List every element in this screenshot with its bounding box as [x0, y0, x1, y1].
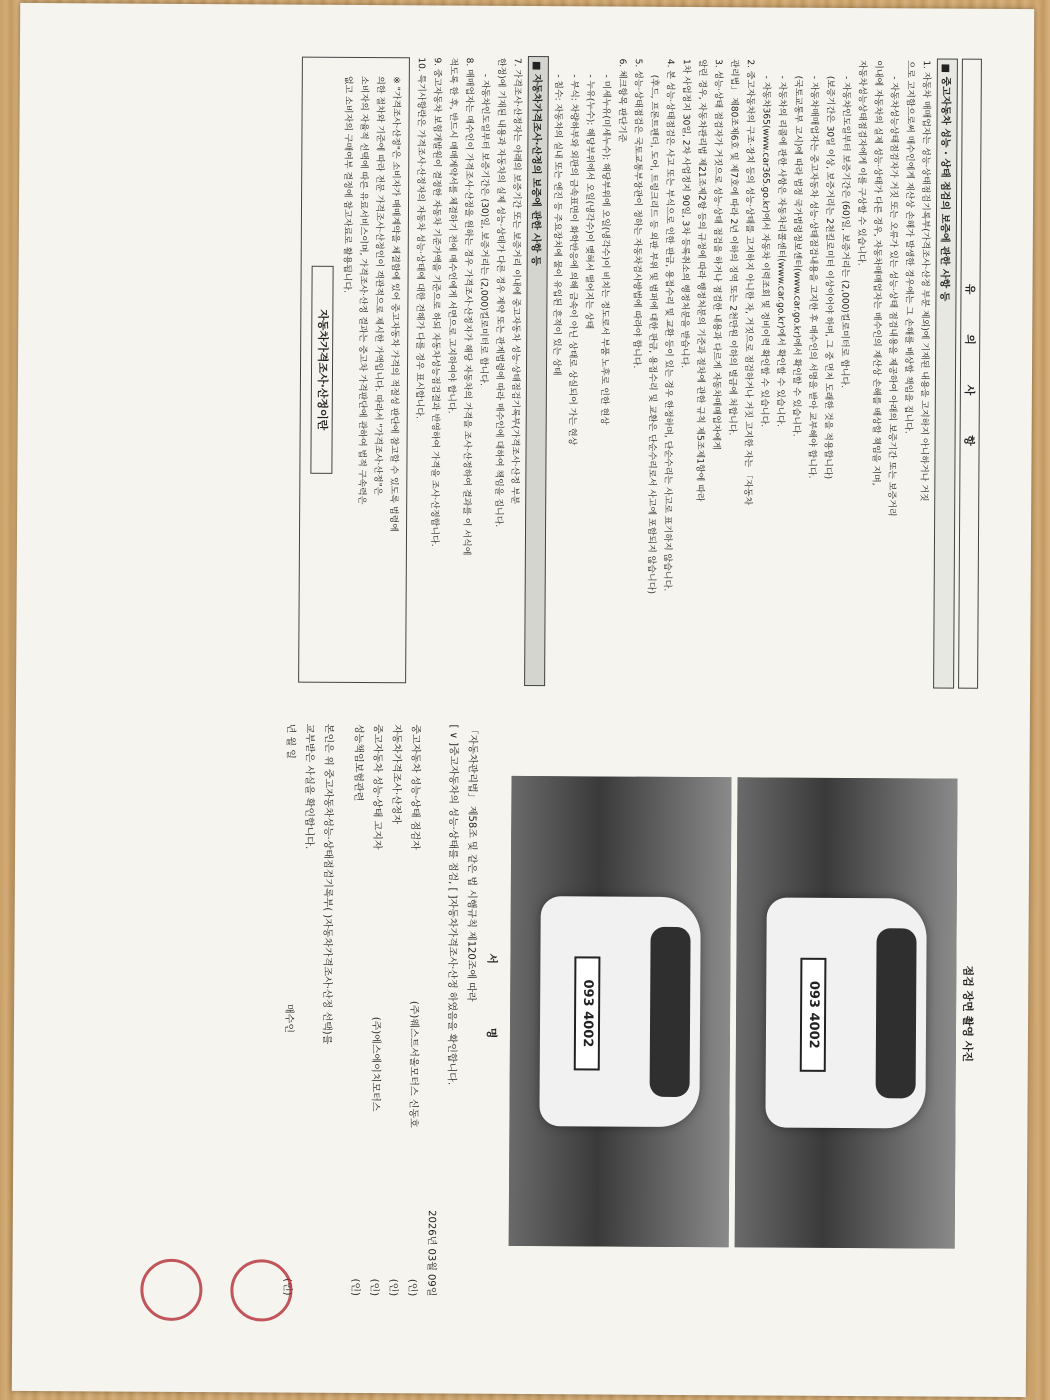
seal-mark: (인) — [368, 1278, 380, 1297]
notice-line: - 자동차성능상태점검자가 거짓 또는 오류가 있는 성능·상태 점검내용을 제공하여 아래의 보증기간 또는 보증거리 — [886, 76, 899, 517]
car-image — [765, 897, 926, 1128]
document-paper — [12, 3, 1034, 1397]
notice-line: 2. 중고자동차의 구조·장치 등의 성능·상태를 고지하지 아니한 자, 거짓으로 점검하거나 거짓 고지한 자는 「자동차 — [742, 59, 755, 506]
seal-mark: (인) — [406, 1278, 418, 1297]
signature-date: 2026년 03월 09일 — [425, 1210, 437, 1297]
license-plate: 093 4002 — [574, 956, 601, 1070]
license-plate: 093 4002 — [800, 958, 827, 1072]
buyer-row — [278, 724, 297, 1296]
notice-line: 1. 자동차 매매업자는 성능·상태점검기록부(가격조사·산정 부분 제외)에 기재된 내용을 고지하지 아니하거나 거짓 — [918, 60, 931, 502]
date-blank: 년 월 일 — [284, 723, 296, 759]
notice-line: 이내에 자동차의 실제 성능·상태가 다른 경우, 자동차매매업자는 매수인의 재산상 손해를 배상할 책임을 지며, — [870, 60, 883, 486]
signature-row-label: 자동차가격조사·산정자 — [390, 724, 402, 825]
check-line: [ ∨ ]중고자동차의 성능·상태를 점검, [ ]자동차가격조사·산정 하였음을 확인합니다. — [445, 724, 459, 1086]
inspection-photo-lift — [509, 776, 732, 1247]
price-explanation-footer: 자동차가격조사·산정이란 — [310, 266, 333, 474]
notice-line: 9. 중고자동차 보험개발원이 결정한 자동차 기준가액을 기준으로 하되 자동차성능점검결과 반영하여 가격을 조사·산정합니다. — [428, 57, 442, 547]
section-title-price-guarantee: ■ 자동차가격조사·산정의 보증에 관한 사항 등 — [524, 56, 549, 686]
notice-line: 으로 고지함으로써 매수인에게 재산상 손해가 발생한 경우에는 그 손해를 배상할 책임을 집니다. — [902, 60, 915, 434]
notice-line: 관리법」 제80조제6호 및 제7호에 따라 2년 이하의 징역 또는 2천만원 이하의 벌금에 처합니다. — [726, 59, 739, 436]
signature-title: 서 명 — [484, 953, 499, 1069]
signature-row — [365, 724, 384, 1296]
notice-line: 6. 체크항목 판단기준 — [616, 58, 627, 143]
signature-row — [403, 724, 422, 1296]
buyer-label: 매수인 — [282, 1003, 295, 1034]
price-explanation-text — [337, 64, 403, 676]
signature-row-value: (주)에스에이치모터스 — [369, 1016, 382, 1112]
notice-line: (보증기간은 30일 이상, 보증거리는 2천킬로미터 이상이어야 하며, 그 중 먼저 도래한 것을 적용합니다) — [822, 75, 835, 480]
photo-section-title: 점검 장면 촬영 사진 — [960, 965, 975, 1063]
signature-row-value: (주)웨스트서울모터스 신동호 — [407, 1000, 420, 1128]
notice-line: 4. 본 성능·상태점검은 사고 또는 부식으로 인한 판금, 용접수리 및 교환 등이 있는 경우 한정하며, 단순수리는 사고로 표기하지 않습니다. — [661, 58, 675, 592]
car-windshield — [650, 927, 691, 1097]
notice-line: 없고 소비자의 구매여부 결정에 참고자료로 활용됩니다. — [341, 75, 353, 294]
notice-line: - 부식: 차량하부와 외판의 금속표면이 화학반응에 의해 금속이 아닌 상태로 상실되어 가는 현상 — [566, 74, 579, 446]
section-title-inspection-guarantee: ■ 중고자동차 성능 · 상태 점검의 보증에 관한 사항 등 — [933, 59, 958, 689]
notice-line: (국토교통부 고시)에 따라 법정 국가법령정보센터(www.car.go.kr)에서 확인할 수 있습니다. — [790, 75, 803, 437]
signature-rows — [346, 700, 423, 1320]
notice-line: 적도록 한 후, 반드시 매매계약서를 체결하기 전에 매수인에게 서면으로 고지하여야 합니다. — [445, 57, 458, 414]
price-notice-list — [410, 45, 524, 696]
notice-line: - 자동차의 리콜에 관한 사항은 자동차리콜센터(www.car.go.kr)에서 확인할 수 있습니다. — [774, 75, 787, 427]
car-windshield — [876, 928, 917, 1098]
buyer-seal-mark: (인) — [281, 1278, 293, 1296]
notice-line: 7. 가격조사·산정자는 아래의 보증기간 또는 보증거리 이내에 중고자동차 성능·상태점검기록부(가격조사·산정 부분 — [509, 57, 522, 505]
notice-header: 유 의 사 항 — [958, 59, 982, 689]
inspection-photo-front — [735, 777, 958, 1248]
notice-line: 1차 사업정지 30일, 2차 사업정지 90일, 3차 등록취소의 행정처분을 받습니다. — [679, 58, 691, 369]
notice-line: 5. 성능·상태점검은 국토교통부장관이 정하는 자동차검사방법에 따라야 합니다. — [631, 58, 643, 369]
price-explanation-box — [298, 57, 410, 684]
notice-line: 한정)에 기재된 내용과 자동차의 실제 성능·상태가 다른 경우 계약 또는 관계법령에 따라 매수인에 대하여 책임을 집니다. — [493, 57, 506, 528]
rotated-document-content — [62, 43, 990, 1329]
notice-line: - 침수: 자동차의 실내 또는 엔진 등 주요장치에 물이 유입된 흔적이 있는 상태 — [550, 74, 563, 376]
notice-line: 자동차성능상태점검자에게 이를 구상할 수 있습니다. — [855, 60, 867, 266]
company-seal-stamp — [230, 1259, 292, 1321]
notice-line: 8. 매매업자는 매수인이 가격조사·산정을 원하는 경우 가격조사·산정자가 해당 자동차의 가격을 조사·산정하여 결과를 이 서식에 — [460, 57, 474, 556]
red-seal-stamp — [140, 1259, 202, 1321]
notice-line: (후드, 프론트펜더, 도어, 트렁크리드 등 외판 부위 및 범퍼에 대한 판금, 용접수리 및 교환은 단순수리로서 사고에 포함되지 않습니다) — [645, 74, 659, 595]
notice-line: 3. 성능·상태 점검자가 거짓으로 성능·상태 점검을 하거나 점검한 내용과 다르게 자동차매매업자에게 — [710, 59, 723, 450]
signature-row-label: 중고자동차 성능·상태 점검자 — [409, 724, 421, 850]
notice-line: - 자동차매매업자는 중고자동차 성능·상태점검내용을 고지한 후 매수인의 서명을 받아 교부해야 합니다. — [806, 75, 819, 479]
notice-line: 의한 절차와 기준에 따라 전문 가격조사·산정인이 객관적으로 제시한 가액입니다. 따라서 "가격조사·산정"은 — [372, 76, 385, 496]
signature-row — [384, 724, 403, 1296]
confirm-statement: 본인은 위 중고자동차성능·상태점검기록부( )자동차가격조사·산정 선택)를 — [320, 723, 334, 1045]
signature-row-label: 중고자동차 성능·상태 고지자 — [371, 724, 383, 850]
notice-line: ※ "가격조사·산정"은 소비자가 매매계약을 체결함에 있어 중고자동차 가격의 적절성 판단에 참고할 수 있도록 법령에 — [388, 76, 401, 533]
car-image — [539, 896, 700, 1127]
notice-line: 소비자의 자율적 선택에 따른 유료서비스이며, 가격조사·산정 결과는 중고차 가격판단에 관하여 법적 구속력은 — [356, 75, 369, 505]
legal-statement: 「자동차관리법」 제58조 및 같은 법 시행규칙 제120조에 따라 — [465, 724, 478, 1002]
notice-line: - 자동차인도일부터 보증기간은 (30)일, 보증거리는 (2,000)킬로미터로 합니다. — [477, 73, 490, 386]
inspection-notice-list — [547, 46, 933, 698]
notice-line: - 누유(누수): 해당부위에서 오일(냉각수)이 맺혀서 떨어지는 상태 — [583, 74, 595, 330]
signature-row-label: 성능책임보험관련 — [352, 723, 364, 802]
seal-mark: (인) — [349, 1278, 361, 1297]
signature-row — [346, 724, 365, 1296]
notice-line: 알린 경우, 자동차관리법 제21조제2항 등의 규정에 따라 행정처분의 기준과 절차에 관한 규칙 제5조제1항에 따라 — [694, 59, 707, 502]
notice-line: - 자동차인도일부터 보증기간은 (60)일, 보증거리는 (2,000)킬로미터로 합니다. — [838, 75, 851, 389]
notice-line: - 미세누유(미세누수): 해당부위에 오일(냉각수)이 비치는 정도로서 부품 노후로 인한 현상 — [598, 74, 611, 425]
notice-line: - 자동차365(www.car365.go.kr)에서 자동차 이력조회 및 정비이력 확인할 수 있습니다. — [758, 75, 771, 428]
confirm-statement-2: 교부받은 사실을 확인합니다. — [303, 723, 315, 850]
notice-section — [106, 43, 990, 698]
seal-mark: (인) — [387, 1278, 399, 1297]
notice-line: 10. 특기사항란은 가격조사·산정자의 자동차 성능·상태에 대한 견해가 다를 경우 표시합니다. — [413, 57, 426, 420]
photo-signature-section — [102, 698, 986, 1323]
